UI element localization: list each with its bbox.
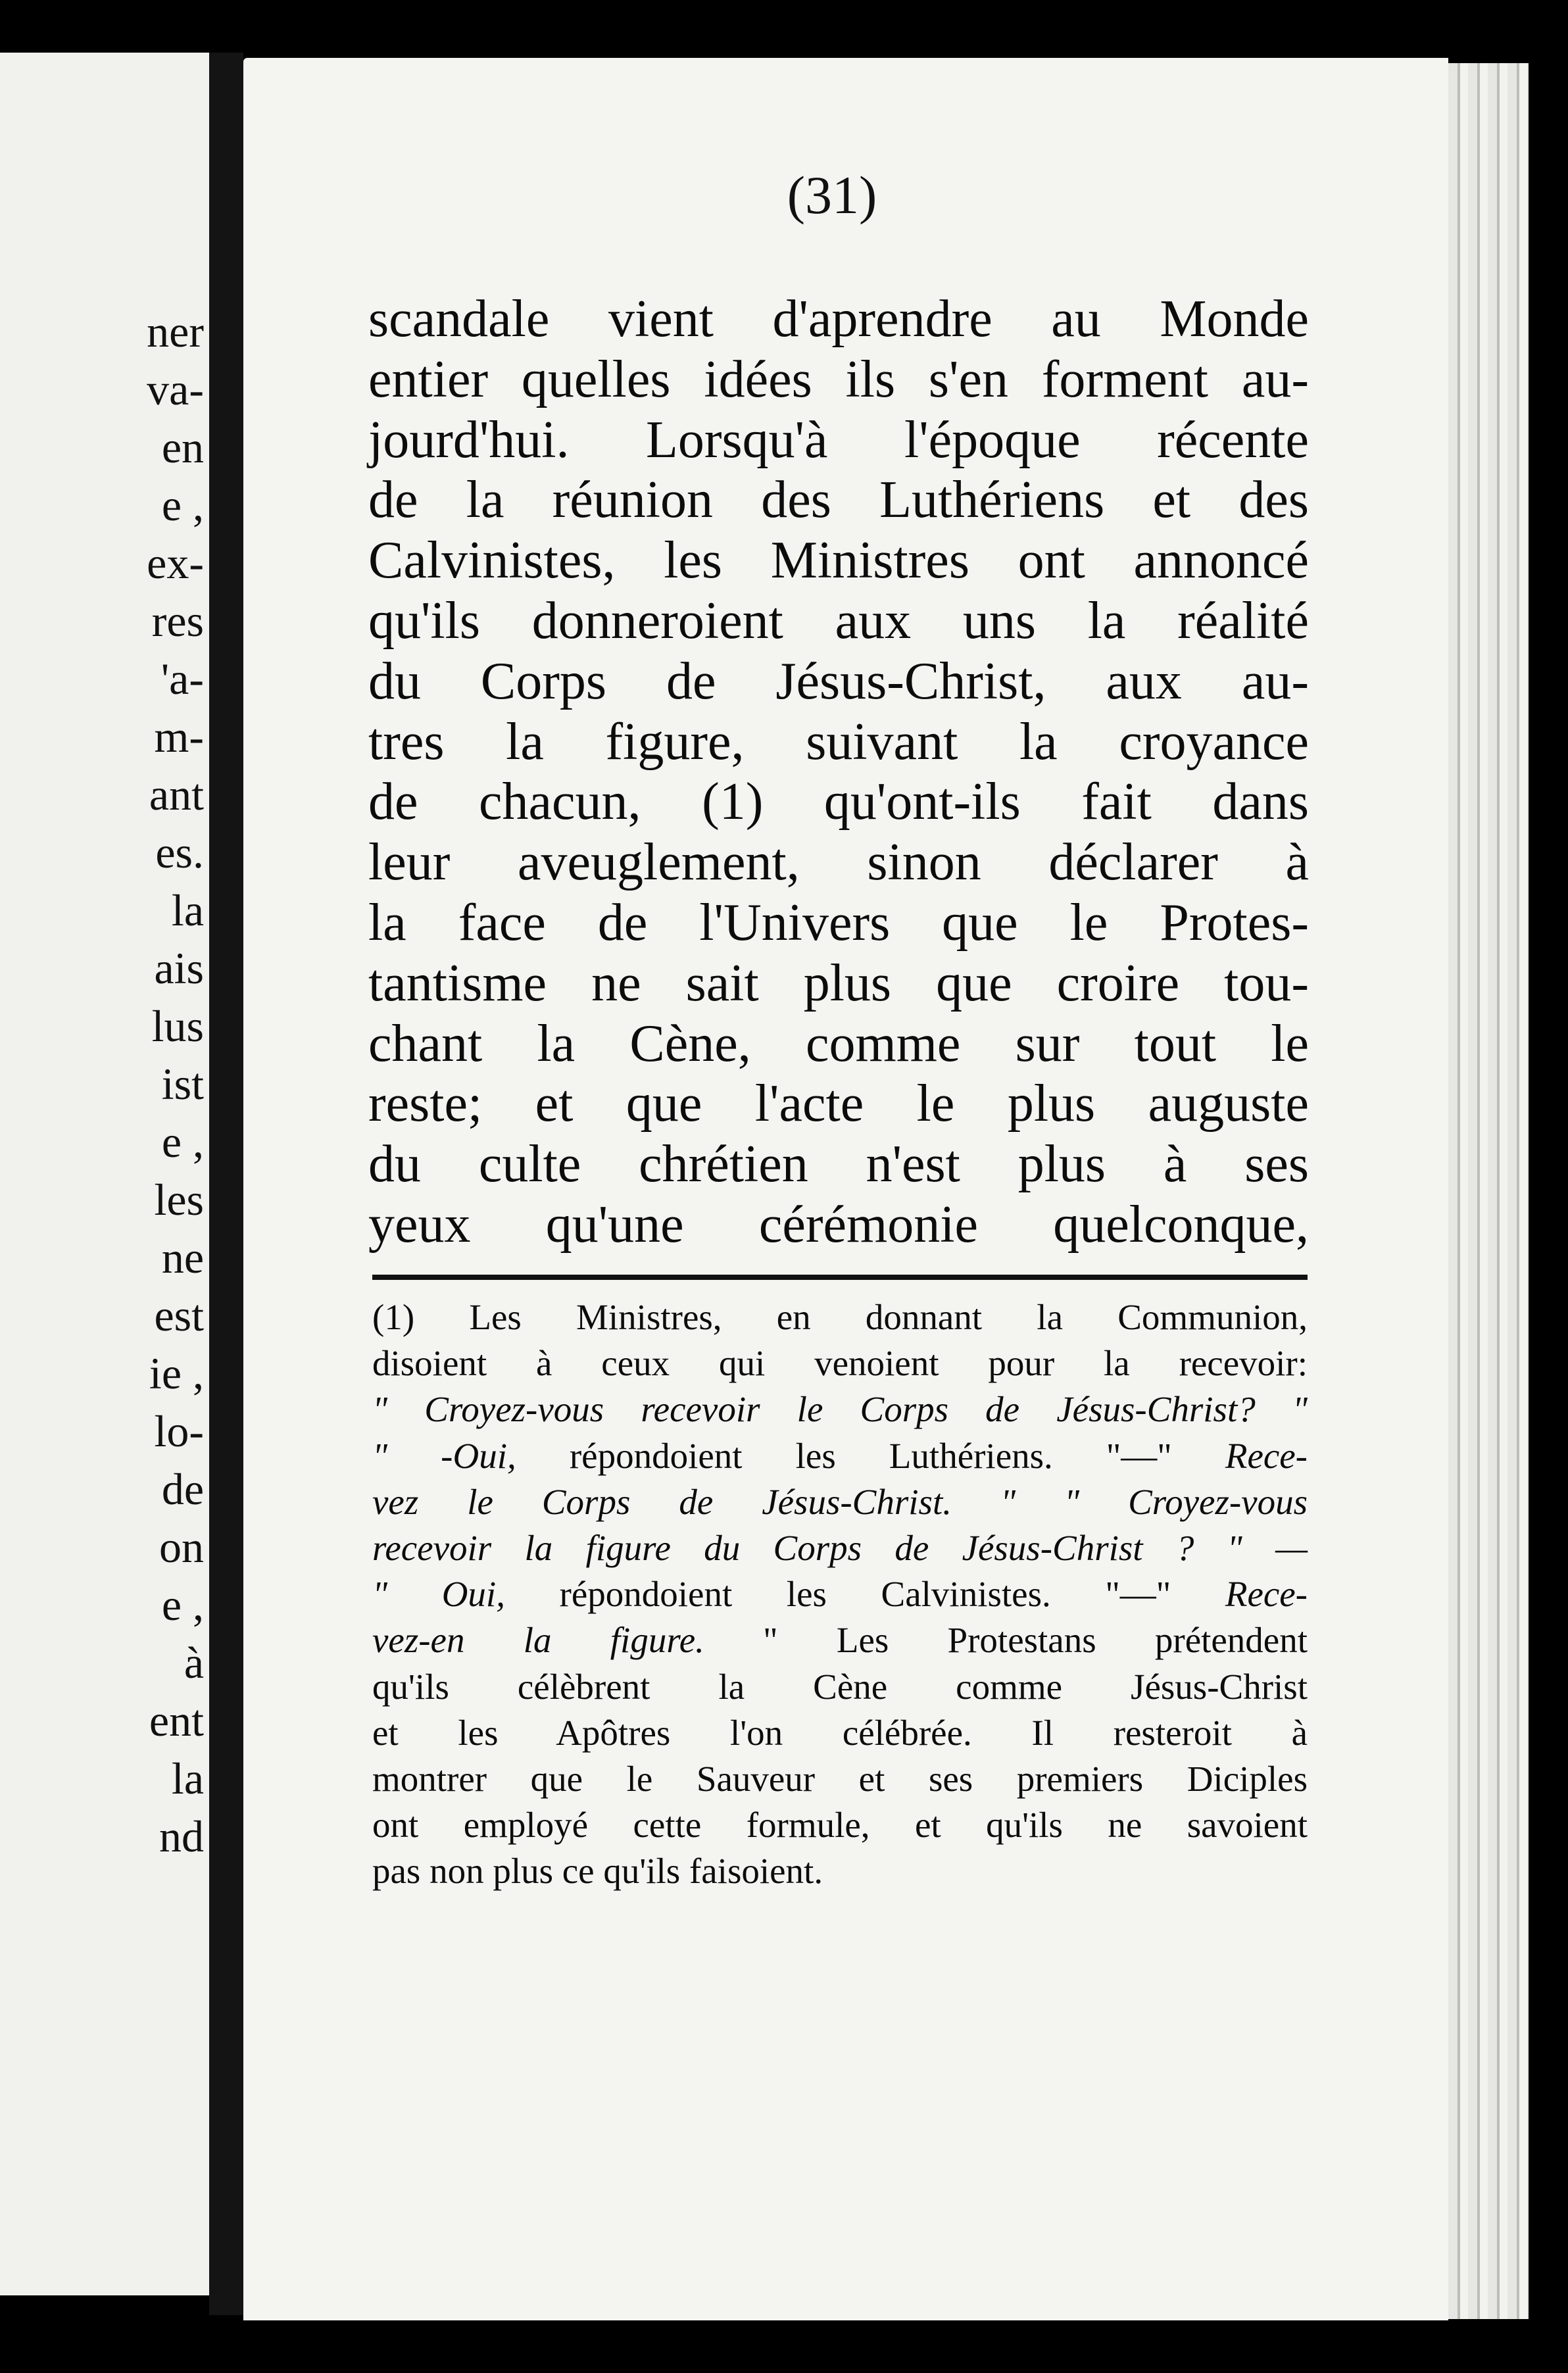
footnote-text: montrer que le Sauveur et ses premiers Diciples <box>372 1758 1308 1799</box>
footnote-text: répondoient les Calvinistes. "—" <box>559 1574 1225 1615</box>
left-page-fragment: ner <box>147 306 204 356</box>
footnote-line <box>372 1571 1308 1617</box>
footnote-text: (1) Les Ministres, en donnant la Communion, <box>372 1297 1308 1337</box>
left-page-fragment: on <box>159 1522 204 1572</box>
footnote-text: Rece- <box>1225 1574 1308 1615</box>
footnote-text: " Croyez-vous recevoir le Corps de Jésus-Christ? " <box>372 1389 1308 1430</box>
text-line: qu'ils donneroient aux uns la réalité <box>368 591 1309 650</box>
left-page-fragment: est <box>154 1290 204 1340</box>
left-page-fragment: ais <box>154 943 204 993</box>
left-page-fragment: m- <box>154 712 204 762</box>
text-line: yeux qu'une cérémonie quelconque, <box>368 1195 1309 1254</box>
footnote-text: " -Oui, <box>372 1435 570 1476</box>
text-line: la face de l'Univers que le Protes- <box>368 893 1309 952</box>
footnote-text: et les Apôtres l'on célébrée. Il resteroit à <box>372 1712 1308 1753</box>
left-page-fragment: nd <box>159 1811 204 1861</box>
previous-page-fragment <box>0 53 209 2295</box>
footnote-line <box>372 1294 1308 1340</box>
left-page-fragment: 'a- <box>160 654 204 704</box>
text-line: scandale vient d'aprendre au Monde <box>368 290 1309 348</box>
text-line: du culte chrétien n'est plus à ses <box>368 1135 1309 1194</box>
footnote-line <box>372 1756 1308 1802</box>
left-page-fragment: lo- <box>154 1406 204 1456</box>
footnote-text: répondoient les Luthériens. "—" <box>569 1435 1225 1476</box>
text-line: jourd'hui. Lorsqu'à l'époque récente <box>368 410 1309 469</box>
left-page-fragment: ant <box>149 770 204 820</box>
footnote-line <box>372 1617 1308 1663</box>
left-page-fragment: ne <box>161 1233 204 1283</box>
left-page-fragment: à <box>184 1638 204 1688</box>
footnote-text: ont employé cette formule, et qu'ils ne savoient <box>372 1805 1308 1846</box>
footnote-line <box>372 1386 1308 1432</box>
footnote-text: Rece- <box>1225 1435 1308 1476</box>
text-line: de la réunion des Luthériens et des <box>368 471 1309 529</box>
left-page-fragment: e , <box>161 1117 204 1167</box>
left-page-fragment: va- <box>147 364 204 414</box>
left-page-fragment: en <box>161 422 204 472</box>
footnote-line <box>372 1664 1308 1710</box>
left-page-fragment: lus <box>151 1001 204 1051</box>
page-number: (31) <box>787 165 877 225</box>
left-page-fragment: e , <box>161 480 204 530</box>
left-page-fragment: ie , <box>149 1348 204 1398</box>
footnote-text: " Les Protestans prétendent <box>763 1620 1308 1661</box>
footnote-text: recevoir la figure du Corps de Jésus-Christ ? " — <box>372 1527 1308 1568</box>
footnote-line <box>372 1479 1308 1525</box>
footnote-text: qu'ils célèbrent la Cène comme Jésus-Christ <box>372 1666 1308 1707</box>
text-line: tantisme ne sait plus que croire tou- <box>368 954 1309 1012</box>
footnote-line <box>372 1710 1308 1756</box>
text-line: leur aveuglement, sinon déclarer à <box>368 833 1309 892</box>
left-page-fragment: e , <box>161 1580 204 1630</box>
footnote-block <box>372 1294 1308 1894</box>
footnote-text: pas non plus ce qu'ils faisoient. <box>372 1851 823 1892</box>
text-line: reste; et que l'acte le plus auguste <box>368 1075 1309 1133</box>
book-gutter <box>209 53 243 2315</box>
left-page-fragment: ex- <box>147 538 204 588</box>
left-page-fragment: la <box>171 1753 204 1803</box>
left-page-fragment: res <box>151 596 204 646</box>
text-line: entier quelles idées ils s'en forment au- <box>368 350 1309 408</box>
footnote-rule <box>372 1275 1308 1280</box>
footnote-line <box>372 1802 1308 1848</box>
left-page-fragment: ent <box>149 1696 204 1746</box>
left-page-fragment: les <box>154 1175 204 1225</box>
footnote-text: vez-en la figure. <box>372 1620 764 1661</box>
left-page-fragment: ist <box>161 1059 204 1109</box>
footnote-line <box>372 1848 1308 1894</box>
footnote-text: vez le Corps de Jésus-Christ. " " Croyez-vous <box>372 1481 1308 1522</box>
left-page-fragment: es. <box>155 827 204 877</box>
text-line: du Corps de Jésus-Christ, aux au- <box>368 652 1309 710</box>
footnote-line <box>372 1525 1308 1571</box>
text-line: tres la figure, suivant la croyance <box>368 712 1309 771</box>
text-line: chant la Cène, comme sur tout le <box>368 1014 1309 1073</box>
text-line: Calvinistes, les Ministres ont annoncé <box>368 531 1309 590</box>
footnote-line <box>372 1340 1308 1386</box>
footnote-line <box>372 1433 1308 1479</box>
main-text-block <box>368 289 1309 1256</box>
footnote-text: disoient à ceux qui venoient pour la recevoir: <box>372 1343 1308 1384</box>
page-edges <box>1448 63 1529 2319</box>
left-page-fragment: la <box>171 885 204 935</box>
left-page-fragment: de <box>161 1464 204 1514</box>
footnote-text: " Oui, <box>372 1574 560 1615</box>
text-line: de chacun, (1) qu'ont-ils fait dans <box>368 773 1309 831</box>
